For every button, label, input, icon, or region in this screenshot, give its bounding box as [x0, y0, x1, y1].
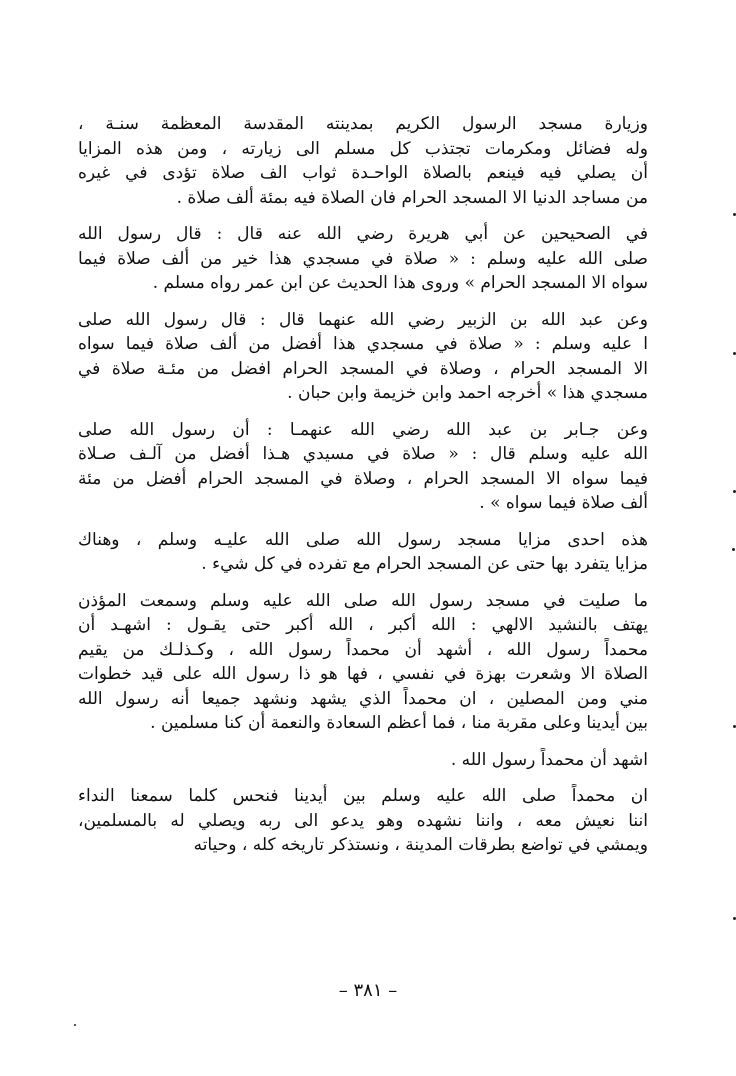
body-text	[78, 112, 648, 870]
text-line: سواه الا المسجد الحرام » وروى هذا الحديث عن ابن عمر رواه مسلم .	[152, 273, 648, 293]
paragraph	[78, 528, 648, 577]
text-line: ويمشي في تواضع بطرقات المدينة ، ونستذكر تاريخه كله ، وحياته	[193, 835, 648, 855]
text-line: ما صليت في مسجد رسول الله صلى الله عليه وسلم وسمعت المؤذن	[78, 590, 648, 611]
text-line: من مساجد الدنيا الا المسجد الحرام فان الصلاة فيه بمئة ألف صلاة .	[176, 187, 648, 208]
text-line: في الصحيحين عن أبي هريرة رضي الله عنه قال : قال رسول الله	[78, 224, 648, 244]
text-line: ألف صلاة فيما سواه » .	[479, 493, 648, 513]
text-line: مزايا يتفرد بها حتى عن المسجد الحرام مع تفرده في كل شيء .	[201, 554, 648, 574]
text-line: مسجدي هذا » أخرجه احمد وابن خزيمة وابن حبان .	[287, 383, 648, 403]
paragraph	[78, 222, 648, 296]
paragraph	[78, 308, 648, 406]
text-line: فيما سواه الا المسجد الحرام ، وصلاة في المسجد الحرام أفضل من مئة	[78, 468, 648, 489]
text-line: يهتف بالنشيد الالهي : الله أكبر ، الله أكبر حتى يقـول : اشهـد أن	[78, 615, 648, 635]
scan-speck	[732, 548, 735, 551]
paragraph	[78, 784, 648, 858]
page-number: – ٣٨١ –	[338, 980, 398, 1001]
text-line: الصلاة الا وشعرت بهزة في نفسي ، فها هو ذا رسول الله على قيد خطوات	[78, 664, 648, 684]
paragraph	[78, 589, 648, 736]
paragraph	[78, 112, 648, 210]
text-line: أن يصلي فيه فينعم بالصلاة الواحـدة ثواب الف صلاة تؤدى في غيره	[78, 163, 648, 183]
text-line: وعن عبد الله بن الزبير رضي الله عنهما قال : قال رسول الله صلى	[78, 309, 648, 330]
text-line: صلى الله عليه وسلم : « صلاة في مسجدي هذا خير من ألف صلاة فيما	[78, 248, 648, 269]
text-line: الله عليه وسلم قال : « صلاة في مسيدي هـذا أفضل من آلـف صـلاة	[78, 444, 648, 464]
text-line: ان محمداً صلى الله عليه وسلم بين أيدينا فنحس كلما سمعنا النداء	[78, 786, 648, 806]
text-line: وعن جـابر بن عبد الله رضي الله عنهمـا : أن رسول الله صلى	[78, 419, 648, 440]
paragraph	[78, 418, 648, 516]
text-line: هذه احدى مزايا مسجد رسول الله صلى الله عليـه وسلم ، وهناك	[78, 529, 648, 550]
text-line: وله فضائل ومكرمات تجتذب كل مسلم الى زيارته ، ومن هذه المزايا	[78, 138, 648, 159]
scan-speck	[74, 1024, 76, 1026]
text-line: محمداً رسول الله ، أشهد أن محمداً رسول الله ، وكـذلـك من يقيم	[78, 639, 648, 660]
text-line: اشهد أن محمداً رسول الله .	[450, 749, 648, 770]
paragraph	[78, 748, 648, 773]
text-line: مني ومن المصلين ، ان محمداً الذي يشهد ونشهد جميعا أنه رسول الله	[78, 688, 648, 709]
text-line: بين أيدينا وعلى مقربة منا ، فما أعظم السعادة والنعمة أن كنا مسلمين .	[150, 713, 648, 733]
text-line: اننا نعيش معه ، واننا نشهده وهو يدعو الى ربه ويصلي له بالمسلمين،	[78, 810, 648, 831]
text-line: ا عليه وسلم : « صلاة في مسجدي هذا أفضل من ألف صلاة فيما سواه	[78, 334, 648, 354]
text-line: وزيارة مسجد الرسول الكريم بمدينته المقدسة المعظمة سنـة ،	[78, 114, 648, 134]
text-line: الا المسجد الحرام ، وصلاة في المسجد الحرام افضل من مئـة صلاة في	[78, 358, 648, 379]
